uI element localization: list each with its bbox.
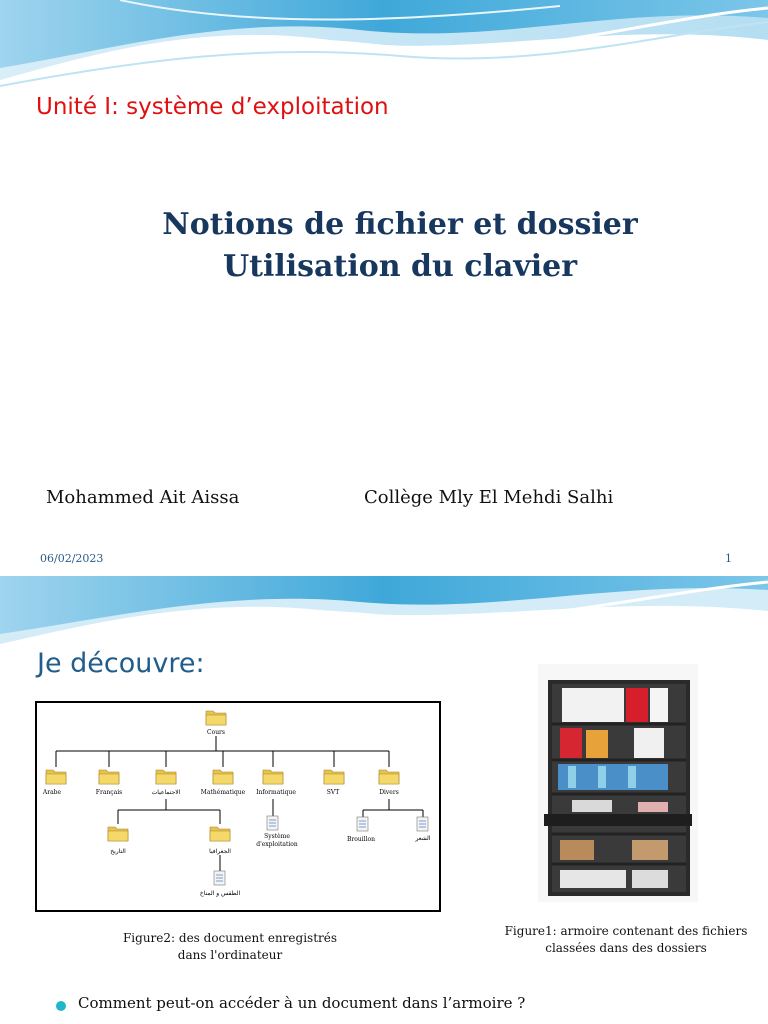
folder-icon	[99, 770, 119, 784]
document-label: Système	[264, 833, 290, 840]
document-label: d'exploitation	[256, 841, 298, 848]
folder-icon	[210, 827, 230, 841]
folder-label: التاريخ	[110, 848, 126, 855]
document-icon	[417, 817, 428, 831]
document-label: Brouillon	[347, 836, 375, 843]
folder-label: SVT	[326, 789, 340, 796]
page-number: 1	[725, 552, 732, 565]
bullet-icon	[56, 1001, 66, 1011]
figure2-caption-line-2: dans l'ordinateur	[177, 948, 283, 962]
section-heading: Je découvre:	[37, 648, 205, 679]
folder-label: Français	[95, 789, 123, 796]
document-icon	[357, 817, 368, 831]
folder-icon	[108, 827, 128, 841]
document-icon	[214, 871, 225, 885]
slide-title-line-1: Notions de fichier et dossier	[162, 207, 638, 242]
folder-icon	[324, 770, 344, 784]
folder-label-cours: Cours	[206, 729, 226, 736]
document-icon	[267, 816, 278, 830]
slide-date: 06/02/2023	[40, 552, 104, 565]
header-wave-decoration	[0, 576, 768, 651]
cabinet-photo	[538, 664, 698, 902]
slide-title-line-2: Utilisation du clavier	[222, 249, 578, 284]
folder-label: Arabe	[42, 789, 62, 796]
author-name: Mohammed Ait Aissa	[46, 487, 240, 508]
folder-icon	[379, 770, 399, 784]
slide-2	[0, 576, 768, 1024]
folder-icon	[213, 770, 233, 784]
folder-icon	[263, 770, 283, 784]
folder-label: الجغرافيا	[209, 848, 231, 855]
document-label: الطقس و المناخ	[199, 890, 241, 897]
folder-label: الاجتماعيات	[151, 789, 181, 796]
folder-label: Mathématique	[200, 789, 246, 796]
figure1-caption-line-2: classées dans des dossiers	[545, 941, 707, 955]
school-name: Collège Mly El Mehdi Salhi	[364, 487, 614, 508]
folder-label: Informatique	[256, 789, 296, 796]
header-wave-decoration	[0, 0, 768, 90]
figure2-caption-line-1: Figure2: des document enregistrés	[122, 931, 338, 945]
folder-icon	[46, 770, 66, 784]
folder-icon	[156, 770, 176, 784]
figure1-caption-line-1: Figure1: armoire contenant des fichiers	[504, 924, 748, 938]
question-text: Comment peut-on accéder à un document dans l’armoire ?	[78, 994, 526, 1012]
folder-icon	[206, 711, 226, 725]
folder-tree-figure	[35, 701, 441, 912]
folder-label: Divers	[379, 789, 399, 796]
unit-title: Unité I: système d’exploitation	[36, 94, 389, 120]
document-label: الشعر	[415, 835, 431, 842]
